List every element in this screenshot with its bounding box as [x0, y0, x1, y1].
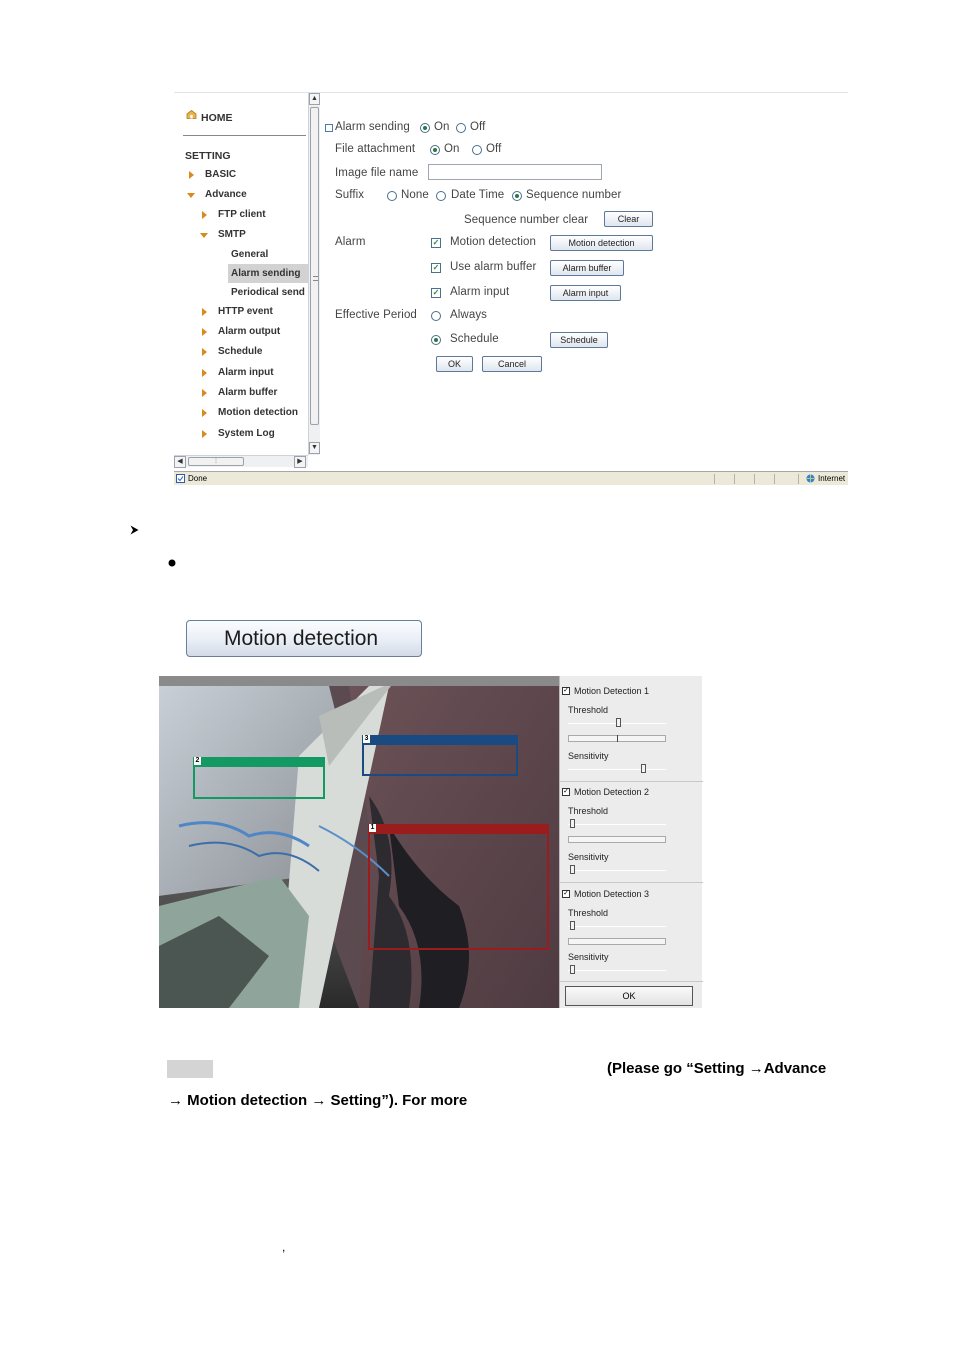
- sensitivity-label: Sensitivity: [568, 751, 609, 761]
- sidebar: [174, 93, 308, 455]
- motion-level-marker: [617, 735, 618, 742]
- chevron-right-icon: [202, 308, 207, 316]
- threshold-slider-thumb[interactable]: [570, 819, 575, 828]
- motion-detection-section-1: [560, 676, 703, 782]
- sidebar-item-alarm-sending[interactable]: Alarm sending: [231, 268, 301, 279]
- threshold-slider-thumb[interactable]: [570, 921, 575, 930]
- alarm-sending-off-label: Off: [470, 121, 486, 133]
- page-icon: [176, 474, 185, 483]
- chevron-down-icon: [187, 193, 195, 198]
- motion-detection-label: Motion detection: [450, 236, 536, 248]
- status-text: Done: [188, 474, 208, 483]
- always-label: Always: [450, 309, 488, 321]
- motion-detection-2-checkbox[interactable]: ✓: [563, 788, 569, 795]
- scroll-thumb[interactable]: [310, 107, 319, 425]
- sidebar-item-basic[interactable]: BASIC: [205, 169, 237, 180]
- threshold-slider-track[interactable]: [568, 824, 666, 825]
- motion-level-bar: [568, 836, 666, 843]
- use-alarm-buffer-checkbox[interactable]: ✓: [432, 263, 440, 272]
- sensitivity-label: Sensitivity: [568, 952, 609, 962]
- ok-button[interactable]: OK: [436, 356, 473, 372]
- alarm-buffer-button[interactable]: Alarm buffer: [550, 260, 624, 276]
- motion-window-3[interactable]: [362, 735, 518, 776]
- scroll-up-icon[interactable]: ▲: [309, 93, 320, 105]
- stray-comma: ,: [282, 1240, 286, 1254]
- threshold-label: Threshold: [568, 806, 609, 816]
- sidebar-item-periodical-send[interactable]: Periodical send: [231, 287, 305, 298]
- threshold-slider-thumb[interactable]: [616, 718, 621, 727]
- section-title: Motion Detection 3: [574, 889, 650, 899]
- threshold-slider-track[interactable]: [568, 926, 666, 927]
- clear-button[interactable]: Clear: [604, 211, 653, 227]
- scroll-left-icon[interactable]: ◀: [174, 456, 186, 468]
- doc-text-line-1: (Please go “Setting →Advance: [607, 1060, 827, 1077]
- suffix-date-time-radio[interactable]: [436, 191, 446, 201]
- sequence-number-clear-label: Sequence number clear: [464, 214, 589, 226]
- home-icon[interactable]: [186, 110, 197, 119]
- motion-detection-large-button[interactable]: Motion detection: [186, 620, 422, 657]
- sidebar-home-link[interactable]: HOME: [201, 112, 233, 124]
- suffix-sequence-number-label: Sequence number: [526, 189, 622, 201]
- suffix-sequence-number-radio[interactable]: [512, 191, 522, 201]
- alarm-input-label: Alarm input: [450, 286, 510, 298]
- motion-level-bar: [568, 938, 666, 945]
- file-attachment-off-radio[interactable]: [472, 145, 482, 155]
- alarm-sending-checkbox[interactable]: [325, 124, 333, 132]
- chevron-down-icon: [200, 233, 208, 238]
- motion-detection-checkbox[interactable]: ✓: [432, 238, 440, 247]
- alarm-sending-on-label: On: [434, 121, 450, 133]
- scroll-thumb[interactable]: ⋮: [188, 457, 244, 466]
- sidebar-setting-heading: SETTING: [185, 150, 231, 162]
- sidebar-item-alarm-input[interactable]: Alarm input: [218, 367, 274, 378]
- alarm-input-checkbox[interactable]: ✓: [432, 288, 440, 297]
- schedule-label: Schedule: [450, 333, 499, 345]
- file-attachment-label: File attachment: [335, 143, 416, 155]
- camera-view: [159, 676, 559, 1008]
- zone-text: Internet: [818, 474, 846, 483]
- chevron-right-icon: [189, 171, 194, 179]
- chevron-right-icon: [202, 430, 207, 438]
- alarm-sending-on-radio[interactable]: [420, 123, 430, 133]
- scroll-right-icon[interactable]: ▶: [294, 456, 306, 468]
- threshold-label: Threshold: [568, 908, 609, 918]
- sensitivity-slider-thumb[interactable]: [570, 965, 575, 974]
- sidebar-divider: [183, 135, 306, 136]
- sidebar-item-smtp[interactable]: SMTP: [218, 229, 246, 240]
- motion-detection-3-checkbox[interactable]: ✓: [563, 890, 569, 897]
- motion-detection-section-2: [560, 782, 703, 883]
- section-title: Motion Detection 2: [574, 787, 650, 797]
- sidebar-item-ftp-client[interactable]: FTP client: [218, 209, 266, 220]
- sensitivity-slider-thumb[interactable]: [570, 865, 575, 874]
- sidebar-vertical-scrollbar[interactable]: [308, 93, 320, 455]
- browser-window: [174, 92, 848, 484]
- effective-period-label: Effective Period: [335, 309, 417, 321]
- browser-status-bar: [174, 471, 848, 485]
- motion-window-2[interactable]: [193, 757, 325, 799]
- suffix-date-time-label: Date Time: [451, 189, 505, 201]
- chevron-right-icon: [202, 211, 207, 219]
- globe-icon: [806, 474, 815, 483]
- sensitivity-slider-thumb[interactable]: [641, 764, 646, 773]
- chevron-right-icon: [202, 389, 207, 397]
- suffix-none-label: None: [401, 189, 429, 201]
- image-file-name-label: Image file name: [335, 167, 419, 179]
- alarm-input-button[interactable]: Alarm input: [550, 285, 621, 301]
- alarm-sending-label: Alarm sending: [335, 121, 410, 133]
- sidebar-item-motion-detection[interactable]: Motion detection: [218, 407, 298, 418]
- sidebar-item-alarm-output[interactable]: Alarm output: [218, 326, 281, 337]
- sidebar-item-alarm-buffer[interactable]: Alarm buffer: [218, 387, 278, 398]
- suffix-none-radio[interactable]: [387, 191, 397, 201]
- cancel-button[interactable]: Cancel: [482, 356, 542, 372]
- motion-detection-panel: [559, 676, 702, 1008]
- use-alarm-buffer-label: Use alarm buffer: [450, 261, 537, 273]
- sidebar-item-schedule[interactable]: Schedule: [218, 346, 263, 357]
- threshold-label: Threshold: [568, 705, 609, 715]
- motion-window-label: 1: [370, 824, 375, 831]
- chevron-right-icon: [202, 409, 207, 417]
- alarm-label: Alarm: [335, 236, 366, 248]
- file-attachment-off-label: Off: [486, 143, 502, 155]
- motion-window-label: 3: [364, 735, 369, 742]
- doc-text-line-2: → Motion detection → Setting”). For more: [168, 1092, 468, 1109]
- chevron-right-icon: [202, 369, 207, 377]
- dot-bullet-icon: [168, 559, 176, 567]
- motion-detection-ok-button[interactable]: OK: [565, 986, 693, 1006]
- file-attachment-on-radio[interactable]: [430, 145, 440, 155]
- motion-detection-button[interactable]: Motion detection: [550, 235, 653, 251]
- chevron-right-icon: [202, 328, 207, 336]
- sidebar-item-general[interactable]: General: [231, 249, 269, 260]
- section-title: Motion Detection 1: [574, 686, 650, 696]
- sidebar-item-system-log[interactable]: System Log: [218, 428, 275, 439]
- sidebar-item-http-event[interactable]: HTTP event: [218, 306, 273, 317]
- scroll-down-icon[interactable]: ▼: [309, 442, 320, 454]
- alarm-sending-off-radio[interactable]: [456, 123, 466, 133]
- sensitivity-slider-track[interactable]: [568, 970, 666, 971]
- highlight-box: [167, 1060, 213, 1078]
- arrow-bullet-icon: [130, 525, 139, 535]
- sensitivity-slider-track[interactable]: [568, 870, 666, 871]
- sidebar-item-advance[interactable]: Advance: [205, 189, 247, 200]
- schedule-button[interactable]: Schedule: [550, 332, 608, 348]
- motion-window-label: 2: [195, 757, 200, 764]
- sensitivity-label: Sensitivity: [568, 852, 609, 862]
- sidebar-horizontal-scrollbar[interactable]: [174, 455, 308, 467]
- always-radio[interactable]: [431, 311, 441, 321]
- motion-window-1[interactable]: [368, 824, 549, 950]
- image-file-name-input[interactable]: [428, 164, 602, 180]
- sensitivity-slider-track[interactable]: [568, 769, 666, 770]
- file-attachment-on-label: On: [444, 143, 460, 155]
- schedule-radio[interactable]: [431, 335, 441, 345]
- suffix-label: Suffix: [335, 189, 365, 201]
- motion-detection-1-checkbox[interactable]: ✓: [563, 687, 569, 694]
- chevron-right-icon: [202, 348, 207, 356]
- motion-detection-section-3: [560, 883, 703, 982]
